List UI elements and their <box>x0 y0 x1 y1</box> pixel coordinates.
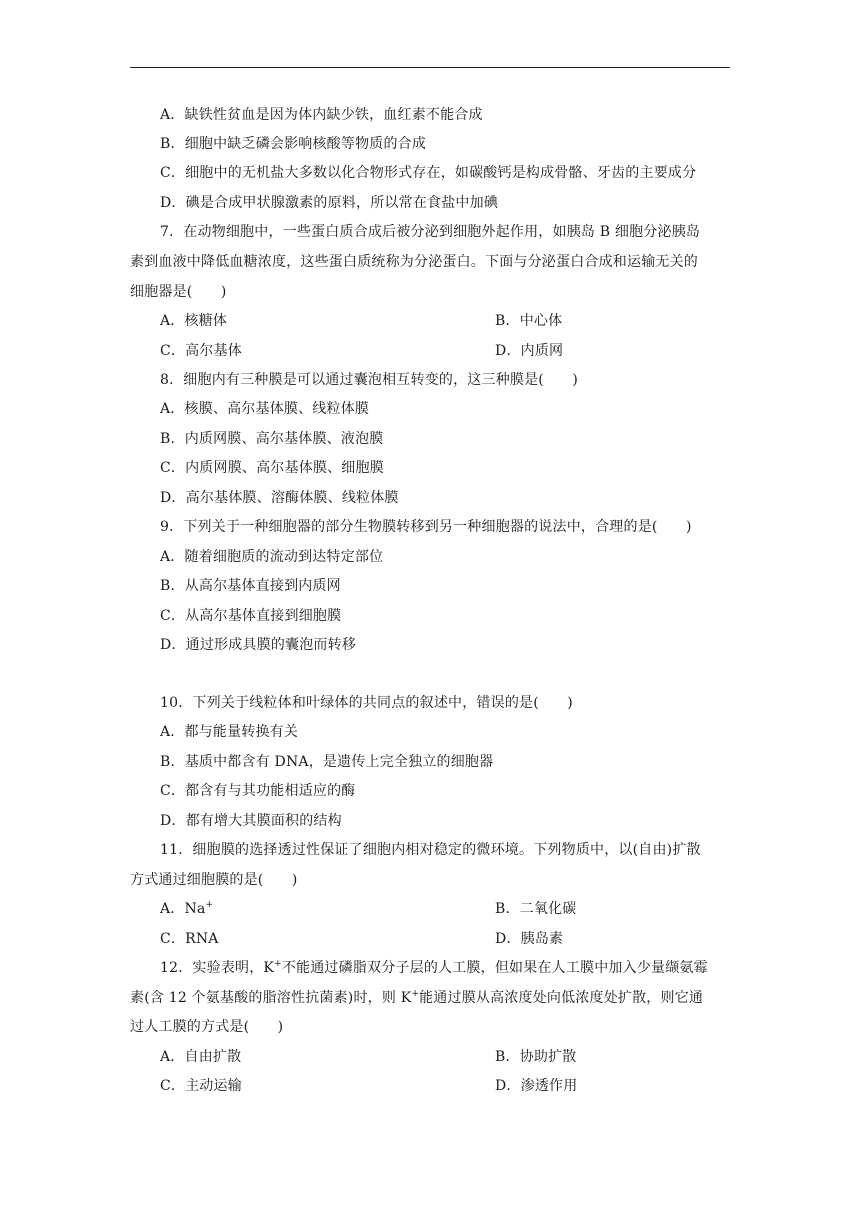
q12-stem-2a: 素(含 12 个氨基酸的脂溶性抗菌素)时，则 K <box>130 990 412 1006</box>
q10-option-a: A．都与能量转换有关 <box>160 724 299 740</box>
q7-option-d: D．内质网 <box>495 343 564 359</box>
q7-stem-line-3: 细胞器是( ) <box>130 284 227 300</box>
q6-option-c: C．细胞中的无机盐大多数以化合物形式存在，如碳酸钙是构成骨骼、牙齿的主要成分 <box>160 165 697 181</box>
q12-stem-line-2 <box>130 989 703 1007</box>
q8-option-b: B．内质网膜、高尔基体膜、液泡膜 <box>160 431 384 447</box>
q12-stem-2-superscript: + <box>411 989 420 999</box>
q10-option-b: B．基质中都含有 DNA，是遗传上完全独立的细胞器 <box>160 754 494 770</box>
q12-stem-1-superscript: + <box>274 959 282 969</box>
q11-option-a-superscript: + <box>205 900 214 910</box>
q7-stem-line-2: 素到血液中降低血糖浓度，这些蛋白质统称为分泌蛋白。下面与分泌蛋白合成和运输无关的 <box>130 254 698 270</box>
q6-option-b: B．细胞中缺乏磷会影响核酸等物质的合成 <box>160 136 427 152</box>
q10-stem: 10．下列关于线粒体和叶绿体的共同点的叙述中，错误的是( ) <box>160 695 573 711</box>
q9-option-a: A．随着细胞质的流动到达特定部位 <box>160 549 384 565</box>
q10-option-c: C．都含有与其功能相适应的酶 <box>160 783 356 799</box>
q8-stem: 8．细胞内有三种膜是可以通过囊泡相互转变的，这三种膜是( ) <box>160 372 579 388</box>
q12-option-a: A．自由扩散 <box>160 1049 242 1065</box>
header-rule <box>130 67 730 68</box>
q9-option-b: B．从高尔基体直接到内质网 <box>160 578 341 594</box>
q9-option-d: D．通过形成具膜的囊泡而转移 <box>160 637 357 653</box>
q11-option-d: D．胰岛素 <box>495 931 564 947</box>
q12-stem-2b: 能通过膜从高浓度处向低浓度处扩散，则它通 <box>419 990 704 1006</box>
q11-option-a <box>160 900 213 918</box>
q10-option-d: D．都有增大其膜面积的结构 <box>160 813 342 829</box>
q12-option-d: D．渗透作用 <box>495 1078 578 1094</box>
q12-option-c: C．主动运输 <box>160 1078 242 1094</box>
q12-stem-1a: 12．实验表明，K <box>160 960 275 976</box>
q7-stem-line-1: 7．在动物细胞中，一些蛋白质合成后被分泌到细胞外起作用，如胰岛 B 细胞分泌胰岛 <box>160 224 701 240</box>
q6-option-a: A．缺铁性贫血是因为体内缺少铁，血红素不能合成 <box>160 107 483 123</box>
q6-option-d: D．碘是合成甲状腺激素的原料，所以常在食盐中加碘 <box>160 195 499 211</box>
q7-option-b: B．中心体 <box>495 313 563 329</box>
q9-option-c: C．从高尔基体直接到细胞膜 <box>160 608 342 624</box>
q8-option-c: C．内质网膜、高尔基体膜、细胞膜 <box>160 460 384 476</box>
q11-option-c: C．RNA <box>160 931 219 947</box>
q12-stem-line-1 <box>160 959 708 977</box>
q12-stem-1b: 不能通过磷脂双分子层的人工膜，但如果在人工膜中加入少量缬氨霉 <box>281 960 708 976</box>
q9-stem: 9．下列关于一种细胞器的部分生物膜转移到另一种细胞器的说法中，合理的是( ) <box>160 519 692 535</box>
q11-stem-line-1: 11．细胞膜的选择透过性保证了细胞内相对稳定的微环境。下列物质中，以(自由)扩散 <box>160 842 701 858</box>
q12-stem-line-3: 过人工膜的方式是( ) <box>130 1019 284 1035</box>
q8-option-a: A．核膜、高尔基体膜、线粒体膜 <box>160 401 370 417</box>
q12-option-b: B．协助扩散 <box>495 1049 577 1065</box>
q11-option-a-text: A．Na <box>160 901 206 917</box>
q7-option-c: C．高尔基体 <box>160 343 242 359</box>
q7-option-a: A．核糖体 <box>160 313 228 329</box>
q11-stem-line-2: 方式通过细胞膜的是( ) <box>130 872 298 888</box>
q11-option-b: B．二氧化碳 <box>495 901 577 917</box>
q8-option-d: D．高尔基体膜、溶酶体膜、线粒体膜 <box>160 490 399 506</box>
